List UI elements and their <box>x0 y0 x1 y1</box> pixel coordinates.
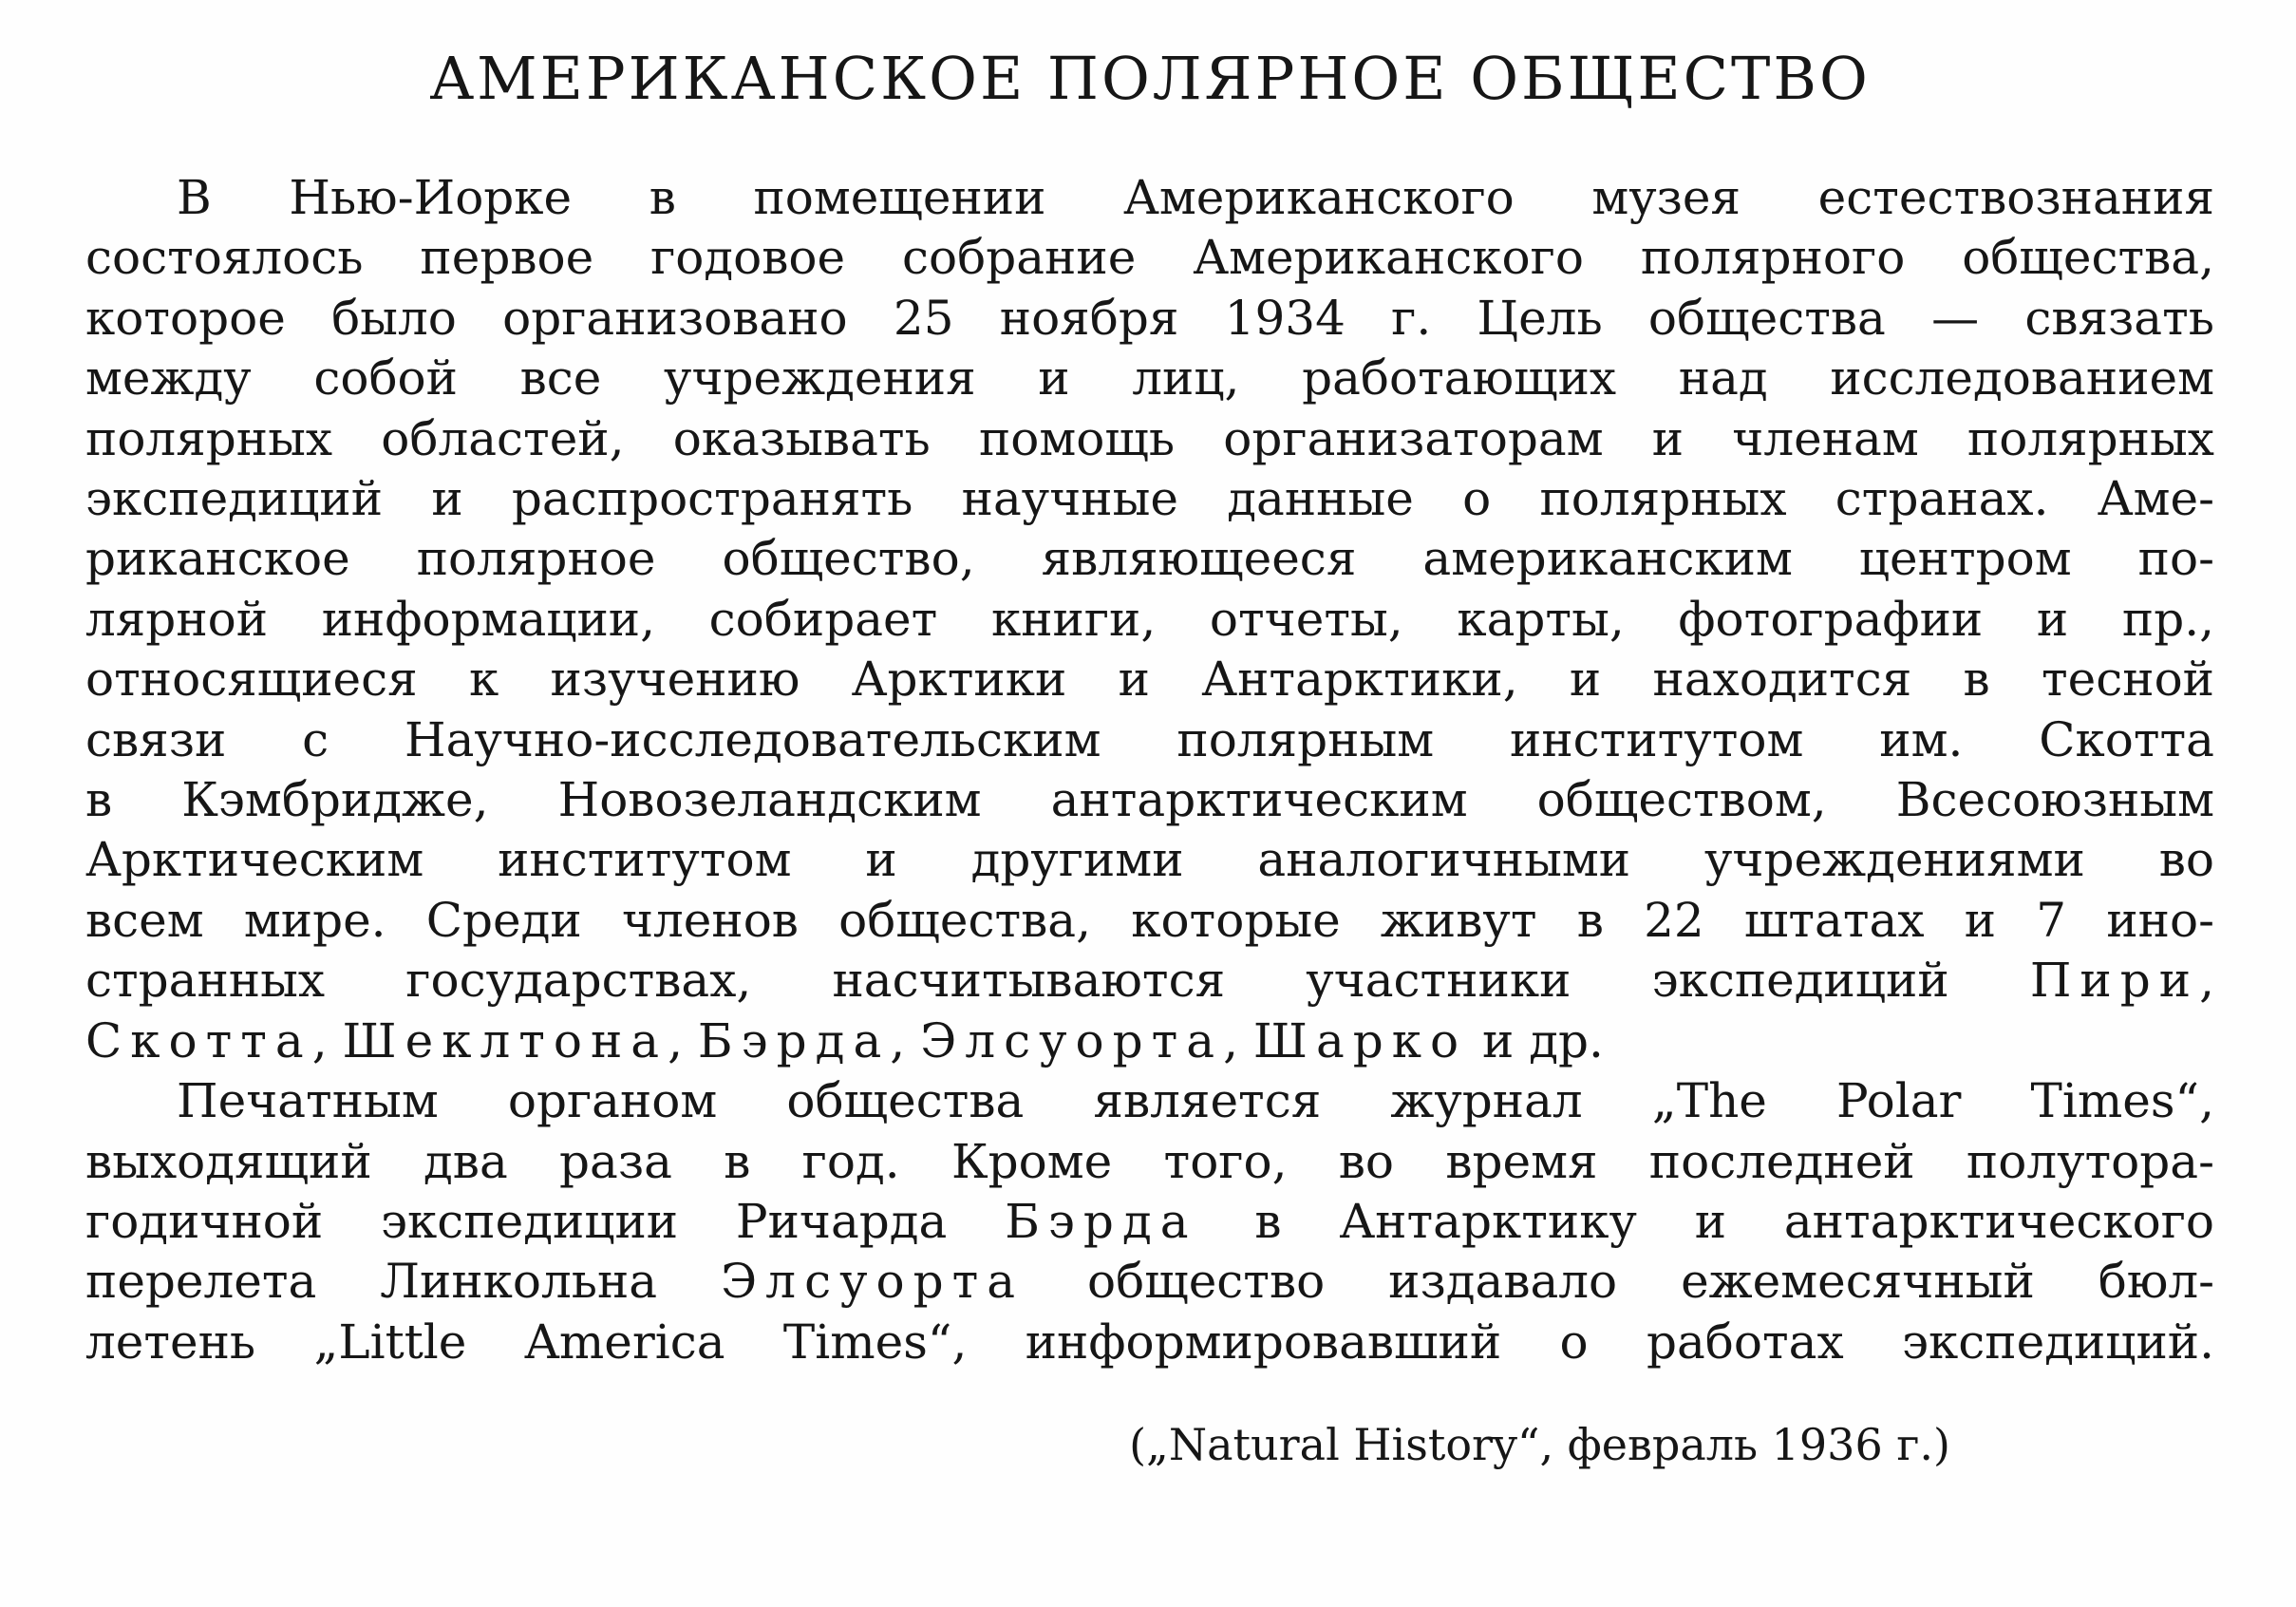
text-line: риканское полярное общество, являющееся американским центром по- <box>85 531 2214 587</box>
text-line: в Кэмбридже, Новозеландским антарктическим обществом, Всесоюзным <box>85 772 2214 828</box>
text-line: полярных областей, оказывать помощь организаторам и членам полярных <box>85 410 2214 466</box>
text-line: Скотта, Шеклтона, Бэрда, Элсуорта, Шарко и др. <box>85 1012 1604 1068</box>
text-line: состоялось первое годовое собрание Американского полярного общества, <box>85 230 2214 286</box>
text-line: относящиеся к изучению Арктики и Антарктики, и находится в тесной <box>85 652 2214 708</box>
page-title: АМЕРИКАНСКОЕ ПОЛЯРНОЕ ОБЩЕСТВО <box>429 44 1871 113</box>
letterspaced-name: Элсуорта <box>721 1254 1025 1310</box>
text-line: экспедиций и распространять научные данные о полярных странах. Аме- <box>85 471 2214 527</box>
text-line: Арктическим институтом и другими аналогичными учреждениями во <box>85 832 2214 888</box>
text-line: связи с Научно-исследовательским полярным институтом им. Скотта <box>85 711 2214 767</box>
text-line: Печатным органом общества является журнал „The Polar Times“, <box>177 1073 2214 1129</box>
text-line: странных государствах, насчитываются участники экспедиций Пири, <box>85 953 2214 1009</box>
text-line: всем мире. Среди членов общества, которые живут в 22 штатах и 7 ино- <box>85 892 2214 948</box>
letterspaced-name: Шеклтона <box>342 1012 668 1068</box>
letterspaced-name: Скотта <box>85 1012 312 1068</box>
text-line: В Нью-Иорке в помещении Американского музея естествознания <box>177 170 2214 225</box>
text-line: которое было организовано 25 ноября 1934 г. Цель общества — связать <box>85 290 2214 346</box>
text-line: лярной информации, собирает книги, отчеты, карты, фотографии и пр., <box>85 591 2214 647</box>
letterspaced-name: Пири <box>2029 953 2200 1009</box>
text-line: выходящий два раза в год. Кроме того, во время последней полутора- <box>85 1133 2214 1189</box>
letterspaced-name: Бэрда <box>1005 1193 1197 1249</box>
text-line: годичной экспедиции Ричарда Бэрда в Антарктику и антарктического <box>85 1193 2214 1249</box>
letterspaced-name: Шарко <box>1252 1012 1468 1068</box>
source-attribution: („Natural History“, февраль 1936 г.) <box>1129 1419 1950 1471</box>
text-line: перелета Линкольна Элсуорта общество издавало ежемесячный бюл- <box>85 1254 2215 1310</box>
document-body-text <box>85 168 2214 1372</box>
letterspaced-name: Бэрда <box>697 1012 891 1068</box>
text-line: летень „Little America Times“, информировавший о работах экспедиций. <box>85 1314 2214 1370</box>
text-line: между собой все учреждения и лиц, работающих над исследованием <box>85 350 2214 406</box>
letterspaced-name: Элсуорта <box>920 1012 1224 1068</box>
